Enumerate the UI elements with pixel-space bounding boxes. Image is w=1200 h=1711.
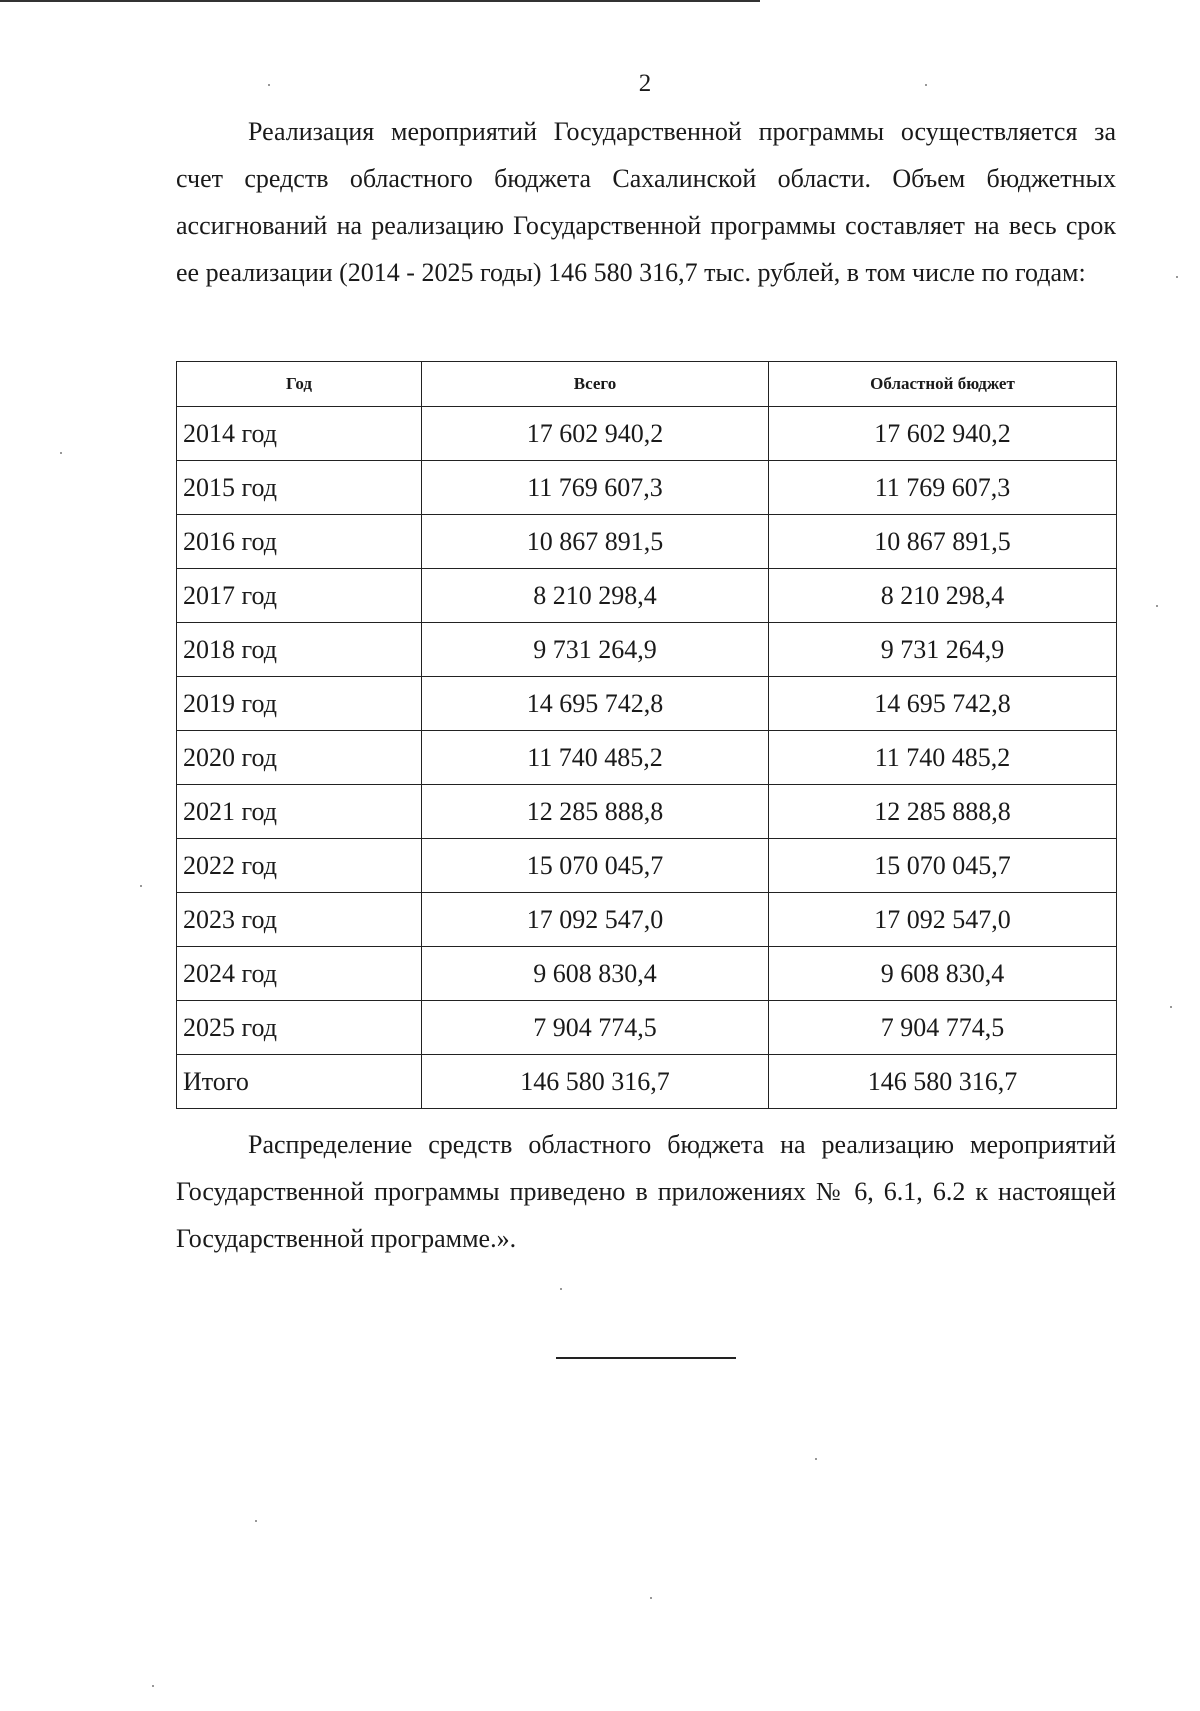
row-year: 2016 год [177,515,422,569]
scan-speck [152,1685,154,1687]
row-total: 17 602 940,2 [422,407,769,461]
scan-speck [1156,605,1158,607]
table-row [177,893,1117,947]
row-year: 2017 год [177,569,422,623]
row-total: 15 070 045,7 [422,839,769,893]
row-regional: 12 285 888,8 [769,785,1117,839]
table-row [177,1001,1117,1055]
row-year: 2014 год [177,407,422,461]
row-total: 14 695 742,8 [422,677,769,731]
table-header-row [177,362,1117,407]
end-of-document-line [556,1357,736,1359]
header-year: Год [177,362,422,407]
row-year: 2023 год [177,893,422,947]
row-year: 2025 год [177,1001,422,1055]
scan-speck [140,885,142,887]
row-regional: 17 602 940,2 [769,407,1117,461]
row-total: 7 904 774,5 [422,1001,769,1055]
budget-table [176,361,1117,1109]
row-total: 11 769 607,3 [422,461,769,515]
total-label: Итого [177,1055,422,1109]
row-regional: 9 731 264,9 [769,623,1117,677]
row-year: 2020 год [177,731,422,785]
scan-speck [255,1520,257,1522]
row-year: 2021 год [177,785,422,839]
row-total: 8 210 298,4 [422,569,769,623]
row-total: 12 285 888,8 [422,785,769,839]
row-regional: 11 769 607,3 [769,461,1117,515]
row-regional: 8 210 298,4 [769,569,1117,623]
table-row [177,461,1117,515]
scan-speck [650,1597,652,1599]
table-row [177,407,1117,461]
table-row [177,839,1117,893]
row-total: 17 092 547,0 [422,893,769,947]
row-regional: 17 092 547,0 [769,893,1117,947]
row-year: 2015 год [177,461,422,515]
grand-total-regional: 146 580 316,7 [769,1055,1117,1109]
row-year: 2024 год [177,947,422,1001]
top-scan-rule [0,0,760,2]
intro-paragraph: Реализация мероприятий Государственной программы осуществляется за счет средств областного бюджета Сахалинской области. Объем бюджетных ассигнований на реализацию Государственной программы составляет на весь срок ее реализации (2014 - 2025 годы) 146 580 316,7 тыс. рублей, в том числе по годам: [176,117,1116,287]
table-row [177,677,1117,731]
row-total: 11 740 485,2 [422,731,769,785]
row-regional: 10 867 891,5 [769,515,1117,569]
row-year: 2022 год [177,839,422,893]
scan-speck [560,1288,562,1290]
table-row [177,569,1117,623]
scan-speck [925,84,927,86]
row-total: 10 867 891,5 [422,515,769,569]
scan-speck [1176,276,1178,278]
row-year: 2018 год [177,623,422,677]
page-number: 2 [638,70,652,97]
row-regional: 11 740 485,2 [769,731,1117,785]
row-regional: 15 070 045,7 [769,839,1117,893]
scan-speck [268,84,270,86]
closing-paragraph: Распределение средств областного бюджета на реализацию мероприятий Государственной программы приведено в приложениях № 6, 6.1, 6.2 к настоящей Государственной программе.». [176,1130,1116,1253]
table-row [177,947,1117,1001]
row-total: 9 731 264,9 [422,623,769,677]
header-regional-budget: Областной бюджет [769,362,1117,407]
row-regional: 14 695 742,8 [769,677,1117,731]
row-regional: 9 608 830,4 [769,947,1117,1001]
table-row [177,785,1117,839]
header-total: Всего [422,362,769,407]
row-year: 2019 год [177,677,422,731]
table-row [177,623,1117,677]
scan-speck [815,1458,817,1460]
row-regional: 7 904 774,5 [769,1001,1117,1055]
table-row [177,731,1117,785]
row-total: 9 608 830,4 [422,947,769,1001]
grand-total: 146 580 316,7 [422,1055,769,1109]
table-row [177,515,1117,569]
scan-speck [1170,1006,1172,1008]
scan-speck [60,452,62,454]
table-total-row [177,1055,1117,1109]
